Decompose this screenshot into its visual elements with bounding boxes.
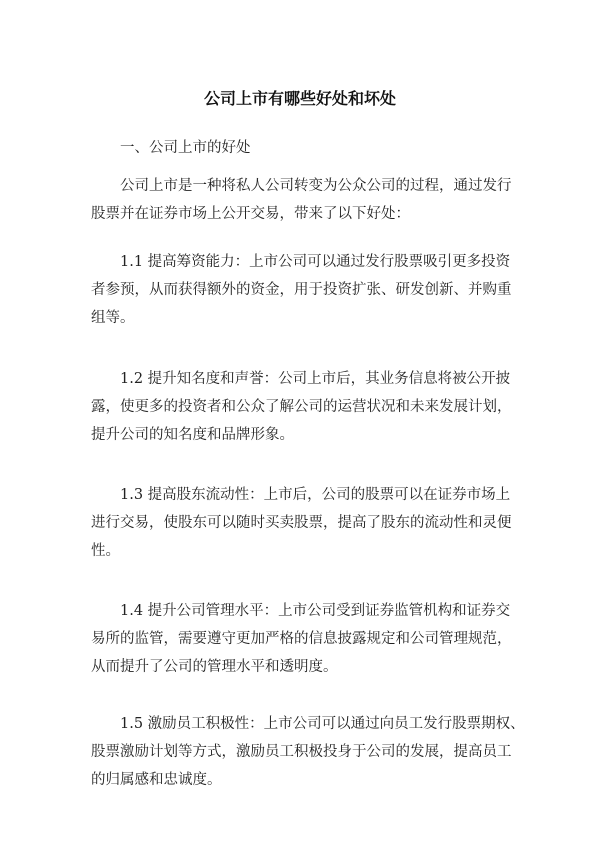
paragraph-line: 易所的监管，需要遵守更加严格的信息披露规定和公司管理规范， bbox=[91, 631, 512, 647]
paragraph-line: 股票激励计划等方式，激励员工积极投身于公司的发展，提高员工 bbox=[91, 744, 512, 760]
paragraph-line: 1.2 提升知名度和声誉：公司上市后，其业务信息将被公开披 bbox=[120, 371, 511, 387]
paragraph-line: 股票并在证券市场上公开交易，带来了以下好处： bbox=[91, 206, 410, 222]
paragraph-line: 从而提升了公司的管理水平和透明度。 bbox=[91, 659, 338, 675]
paragraph-line: 进行交易，使股东可以随时买卖股票，提高了股东的流动性和灵便 bbox=[91, 515, 512, 531]
paragraph-line: 1.4 提升公司管理水平：上市公司受到证券监管机构和证券交 bbox=[120, 603, 511, 619]
paragraph-line: 1.3 提高股东流动性：上市后，公司的股票可以在证券市场上 bbox=[120, 487, 511, 503]
point-3-paragraph bbox=[91, 481, 523, 565]
point-1-paragraph bbox=[91, 248, 523, 332]
paragraph-line: 提升公司的知名度和品牌形象。 bbox=[91, 427, 294, 443]
paragraph-line: 性。 bbox=[91, 543, 120, 559]
section-heading: 一、公司上市的好处 bbox=[120, 140, 251, 156]
intro-paragraph bbox=[91, 172, 523, 228]
paragraph-line: 公司上市是一种将私人公司转变为公众公司的过程，通过发行 bbox=[120, 178, 512, 194]
paragraph-line: 的归属感和忠诚度。 bbox=[91, 772, 222, 788]
point-5-paragraph bbox=[91, 710, 523, 794]
paragraph-line: 露，使更多的投资者和公众了解公司的运营状况和未来发展计划， bbox=[91, 399, 512, 415]
paragraph-line: 组等。 bbox=[91, 310, 135, 326]
document-title: 公司上市有哪些好处和坏处 bbox=[203, 89, 396, 108]
paragraph-line: 1.1 提高筹资能力：上市公司可以通过发行股票吸引更多投资 bbox=[120, 254, 511, 270]
paragraph-line: 1.5 激励员工积极性：上市公司可以通过向员工发行股票期权、 bbox=[120, 716, 525, 732]
paragraph-line: 者参预，从而获得额外的资金，用于投资扩张、研发创新、并购重 bbox=[91, 282, 512, 298]
point-4-paragraph bbox=[91, 597, 523, 681]
point-2-paragraph bbox=[91, 365, 523, 449]
